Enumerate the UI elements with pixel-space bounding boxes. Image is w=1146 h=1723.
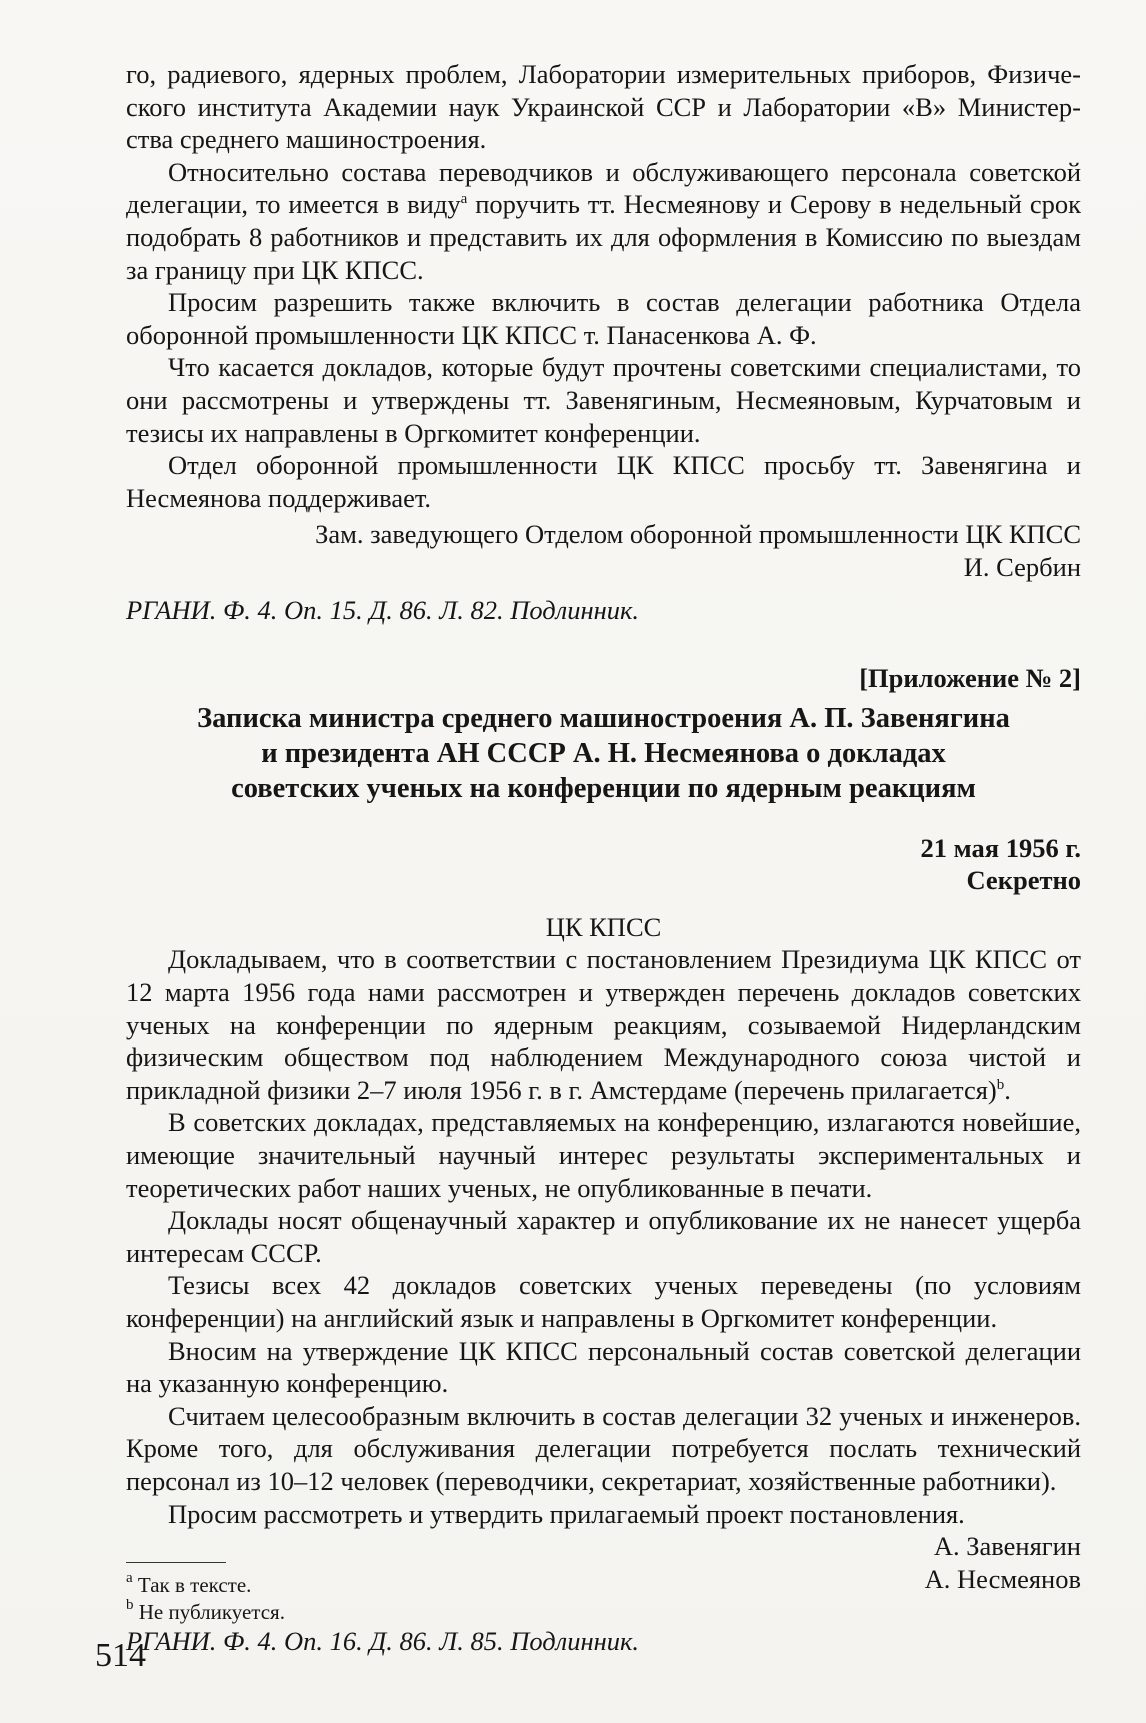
paragraph-reports: Что касается докладов, которые будут прочтены советскими специалистами, то они рассмотрены и утверждены тт. Завенягиным, Несмеяновым, Курчатовым и тезисы их направлены в Оргкомитет конференции. [126, 352, 1081, 448]
paragraph-support: Отдел оборонной промышленности ЦК КПСС просьбу тт. Завенягина и Несмеянова поддерживает. [126, 450, 1081, 513]
archive-source: РГАНИ. Ф. 4. Оп. 15. Д. 86. Л. 82. Подлинник. [126, 594, 640, 625]
continued-paragraph [126, 58, 1081, 156]
body-paragraph [126, 943, 1081, 1106]
classification-mark: Секретно [966, 865, 1081, 896]
paragraph-text: поручить тт. Несмеянову и Серову в недельный срок подобрать 8 работников и представить их для оформления в Комиссию по выездам за границу при ЦК КПСС. [126, 189, 1081, 285]
paragraph-staff [126, 156, 1081, 286]
page-number: 514 [95, 1637, 146, 1674]
title-line: советских ученых на конференции по ядерным реакциям [231, 772, 976, 804]
body-paragraph: Просим рассмотреть и утвердить прилагаемый проект постановления. [168, 1498, 965, 1529]
paragraph-include: Просим разрешить также включить в состав делегации работника Отдела оборонной промышленности ЦК КПСС т. Панасенкова А. Ф. [126, 287, 1081, 350]
title-line: и президента АН СССР А. Н. Несмеянова о докладах [261, 737, 946, 769]
body-paragraph: Тезисы всех 42 докладов советских ученых переведены (по условиям конференции) на английский язык и направлены в Оргкомитет конференции. [126, 1270, 1081, 1333]
signer: А. Несмеянов [924, 1563, 1081, 1594]
archive-source: РГАНИ. Ф. 4. Оп. 16. Д. 86. Л. 85. Подлинник. [126, 1626, 640, 1657]
body-paragraph: Вносим на утверждение ЦК КПСС персональный состав советской делегации на указанную конференцию. [126, 1335, 1081, 1399]
signature-name: И. Сербин [963, 551, 1081, 582]
footnote-mark: a [126, 1570, 133, 1586]
signer: А. Завенягин [933, 1531, 1081, 1562]
paragraph-text: . [1004, 1074, 1011, 1105]
footnote-b [126, 1599, 285, 1626]
footnote-ref-a: a [460, 191, 468, 208]
main-text [126, 58, 1081, 1658]
paragraph-text: Относительно состава переводчиков и обслуживающего персонала советской делегации, то имеется в виду [126, 156, 1081, 220]
appendix-label: [Приложение № 2] [859, 663, 1081, 694]
body-paragraph: Доклады носят общенаучный характер и опубликование их не нанесет ущерба интересам СССР. [126, 1205, 1081, 1268]
footnote-a [126, 1572, 251, 1599]
signature-title: Зам. заведующего Отделом оборонной промышленности ЦК КПСС [315, 519, 1081, 550]
document-date: 21 мая 1956 г. [920, 832, 1081, 863]
addressee: ЦК КПСС [545, 911, 662, 942]
footnote-text: Не публикуется. [133, 1600, 285, 1624]
footnote-mark: b [126, 1597, 134, 1613]
footnote-divider [126, 1562, 226, 1563]
title-line: Записка министра среднего машиностроения А. П. Завенягина [197, 702, 1010, 734]
text-line: го, радиевого, ядерных проблем, Лаборатории измерительных приборов, Физиче- [126, 59, 1081, 89]
text-line: ского института Академии наук Украинской ССР и Лаборатории «В» Министер- [126, 91, 1081, 122]
footnote-text: Так в тексте. [132, 1573, 252, 1597]
document-title [166, 701, 1041, 806]
text-line: ства среднего машиностроения. [126, 124, 487, 155]
body-paragraph: Считаем целесообразным включить в состав делегации 32 ученых и инженеров. Кроме того, для обслуживания делегации потребуется послать технический персонал из 10–12 человек (переводчики, секретариат, хозяйственные работники). [126, 1400, 1081, 1496]
paragraph-text: Докладываем, что в соответствии с постановлением Президиума ЦК КПСС от 12 марта 1956 года нами рассмотрен и утвержден перечень докладов советских ученых на конференции по ядерным реакциям, созываемой Нидерландским физическим обществом под наблюдением Международного союза чистой и прикладной физики 2–7 июля 1956 г. в г. Амстердаме (перечень прилагается) [126, 944, 1081, 1105]
body-paragraph: В советских докладах, представляемых на конференцию, излагаются новейшие, имеющие значительный научный интерес результаты экспериментальных и теоретических работ наших ученых, не опубликованные в печати. [126, 1107, 1081, 1203]
footnote-ref-b: b [996, 1076, 1005, 1093]
